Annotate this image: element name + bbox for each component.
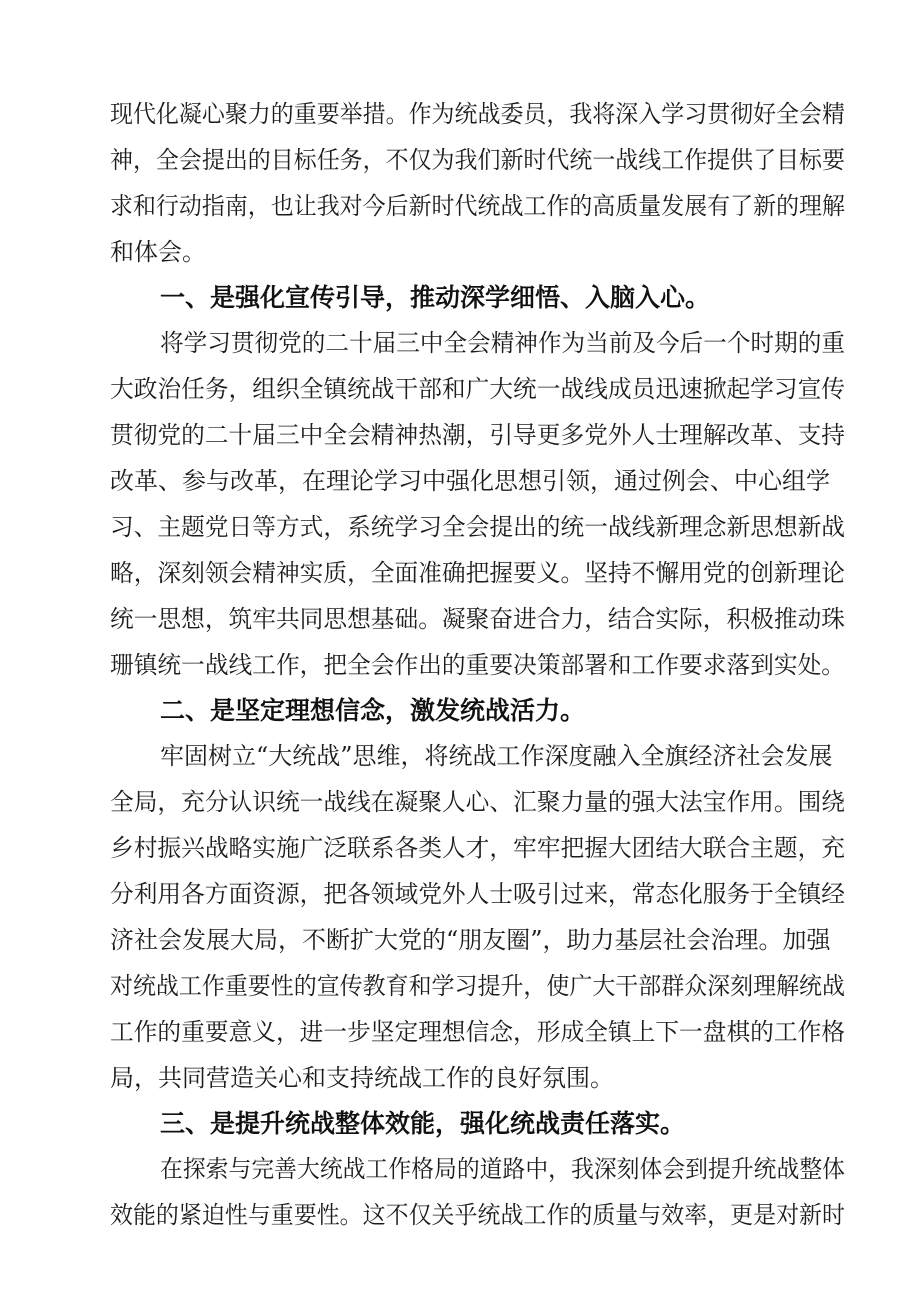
section-heading-2: 二、是坚定理想信念，激发统战活力。 [160,696,586,725]
paragraph-line: 工作的重要意义，进一步坚定理想信念，形成全镇上下一盘棋的工作格 [110,1018,845,1046]
paragraph-line: 牢固树立“大统战”思维，将统战工作深度融入全旗经济社会发展 [160,742,833,770]
paragraph-line: 神，全会提出的目标任务，不仅为我们新时代统一战线工作提供了目标要 [110,146,845,174]
paragraph-line: 习、主题党日等方式，系统学习全会提出的统一战线新理念新思想新战 [110,513,845,541]
paragraph-line: 乡村振兴战略实施广泛联系各类人才，牢牢把握大团结大联合主题，充 [110,834,845,862]
paragraph-line: 略，深刻领会精神实质，全面准确把握要义。坚持不懈用党的创新理论 [110,559,845,587]
section-heading-1: 一、是强化宣传引导，推动深学细悟、入脑入心。 [160,283,711,312]
paragraph-line: 全局，充分认识统一战线在凝聚人心、汇聚力量的强大法宝作用。围绕 [110,788,845,816]
paragraph-line: 效能的紧迫性与重要性。这不仅关乎统战工作的质量与效率，更是对新时 [110,1201,845,1229]
paragraph-line: 对统战工作重要性的宣传教育和学习提升，使广大干部群众深刻理解统战 [110,972,845,1000]
paragraph-line: 在探索与完善大统战工作格局的道路中，我深刻体会到提升统战整体 [160,1155,846,1183]
paragraph-line: 大政治任务，组织全镇统战干部和广大统一战线成员迅速掀起学习宣传 [110,375,845,403]
paragraph-line: 局，共同营造关心和支持统战工作的良好氛围。 [110,1064,614,1092]
paragraph-line: 统一思想，筑牢共同思想基础。凝聚奋进合力，结合实际，积极推动珠 [110,605,845,633]
paragraph-line: 贯彻党的二十届三中全会精神热潮，引导更多党外人士理解改革、支持 [110,421,845,449]
paragraph-line: 济社会发展大局，不断扩大党的“朋友圈”，助力基层社会治理。加强 [110,926,831,954]
paragraph-line: 珊镇统一战线工作，把全会作出的重要决策部署和工作要求落到实处。 [110,651,845,679]
paragraph-line: 求和行动指南，也让我对今后新时代统战工作的高质量发展有了新的理解 [110,192,845,220]
paragraph-line: 将学习贯彻党的二十届三中全会精神作为当前及今后一个时期的重 [160,329,846,357]
section-heading-3: 三、是提升统战整体效能，强化统战责任落实。 [160,1109,686,1138]
paragraph-line: 改革、参与改革，在理论学习中强化思想引领，通过例会、中心组学 [110,467,830,495]
paragraph-line: 现代化凝心聚力的重要举措。作为统战委员，我将深入学习贯彻好全会精 [110,100,845,128]
paragraph-line: 和体会。 [110,238,206,266]
paragraph-line: 分利用各方面资源，把各领域党外人士吸引过来，常态化服务于全镇经 [110,880,845,908]
